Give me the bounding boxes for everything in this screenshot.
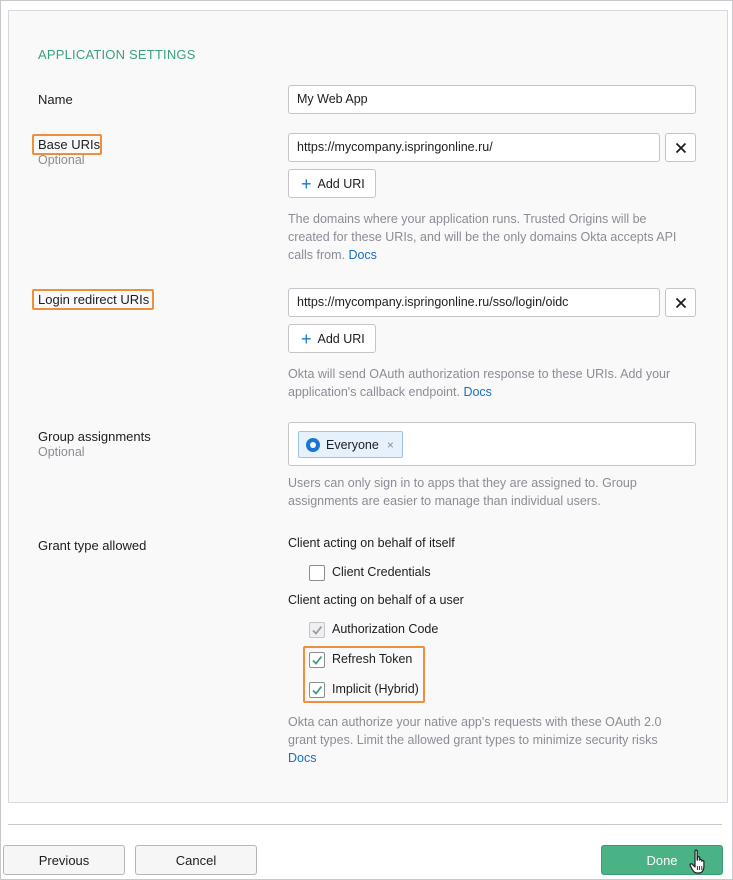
group-chip-everyone[interactable] [298, 431, 403, 458]
base-uris-help-line-3: calls from. Docs [288, 248, 377, 262]
add-login-redirect-label: Add URI [317, 331, 365, 346]
add-base-uri-button[interactable] [288, 169, 376, 198]
login-redirect-help-line-1: Okta will send OAuth authorization response to these URIs. Add your [288, 367, 671, 381]
checkmark-icon [311, 624, 323, 636]
base-uris-help-line-2: created for these URIs, and will be the only domains Okta accepts API [288, 230, 677, 244]
refresh-token-checkbox[interactable] [309, 652, 325, 668]
cancel-button[interactable]: Cancel [135, 845, 257, 875]
login-redirect-help [288, 365, 708, 401]
group-help-line-1: Users can only sign in to apps that they are assigned to. Group [288, 476, 637, 490]
group-assignments-label: Group assignments [38, 429, 151, 444]
grant-help-line-1: Okta can authorize your native app's requests with these OAuth 2.0 [288, 715, 662, 729]
close-icon [675, 142, 687, 154]
implicit-hybrid-label: Implicit (Hybrid) [332, 682, 419, 696]
login-redirect-docs-link[interactable]: Docs [463, 385, 492, 399]
base-uris-docs-link[interactable]: Docs [348, 248, 377, 262]
authorization-code-label: Authorization Code [332, 622, 439, 636]
add-base-uri-label: Add URI [317, 176, 365, 191]
close-icon [675, 297, 687, 309]
name-label: Name [38, 92, 73, 107]
add-login-redirect-button[interactable] [288, 324, 376, 353]
remove-base-uri-button[interactable] [665, 133, 696, 162]
group-chip-label: Everyone [326, 437, 379, 452]
grant-docs-link[interactable]: Docs [288, 751, 317, 765]
checkmark-icon [311, 684, 323, 696]
authorization-code-checkbox [309, 622, 325, 638]
previous-button[interactable]: Previous [3, 845, 125, 875]
login-redirect-help-line-2: application's callback endpoint. Docs [288, 385, 492, 399]
base-uris-help [288, 210, 708, 264]
group-icon [306, 438, 320, 452]
footer-divider [8, 824, 722, 825]
remove-login-redirect-button[interactable] [665, 288, 696, 317]
group-assignments-help [288, 474, 708, 510]
group-assignments-input[interactable] [288, 422, 696, 466]
grant-type-label: Grant type allowed [38, 538, 147, 553]
section-title: APPLICATION SETTINGS [38, 47, 196, 62]
client-credentials-label: Client Credentials [332, 565, 431, 579]
grant-self-heading: Client acting on behalf of itself [288, 536, 455, 550]
grant-type-help [288, 713, 708, 767]
refresh-token-label: Refresh Token [332, 652, 413, 666]
name-input[interactable]: My Web App [288, 85, 696, 114]
login-redirect-input[interactable]: https://mycompany.ispringonline.ru/sso/login/oidc [288, 288, 660, 317]
grant-user-heading: Client acting on behalf of a user [288, 593, 464, 607]
chip-remove-icon[interactable]: × [386, 437, 394, 452]
base-uris-optional: Optional [38, 153, 85, 167]
login-redirect-label: Login redirect URIs [38, 292, 150, 307]
grant-help-line-3 [288, 749, 708, 767]
grant-help-line-2: grant types. Limit the allowed grant types to minimize security risks [288, 733, 658, 747]
base-uris-help-line-1: The domains where your application runs. Trusted Origins will be [288, 212, 647, 226]
client-credentials-checkbox[interactable] [309, 565, 325, 581]
group-assignments-optional: Optional [38, 445, 85, 459]
base-uri-input[interactable]: https://mycompany.ispringonline.ru/ [288, 133, 660, 162]
plus-icon: + [301, 328, 312, 349]
hand-cursor-icon [689, 849, 709, 875]
checkmark-icon [311, 654, 323, 666]
group-help-line-2: assignments are easier to manage than individual users. [288, 494, 601, 508]
done-button[interactable]: Done [601, 845, 723, 875]
base-uris-label: Base URIs [38, 137, 101, 152]
plus-icon: + [301, 173, 312, 194]
implicit-hybrid-checkbox[interactable] [309, 682, 325, 698]
